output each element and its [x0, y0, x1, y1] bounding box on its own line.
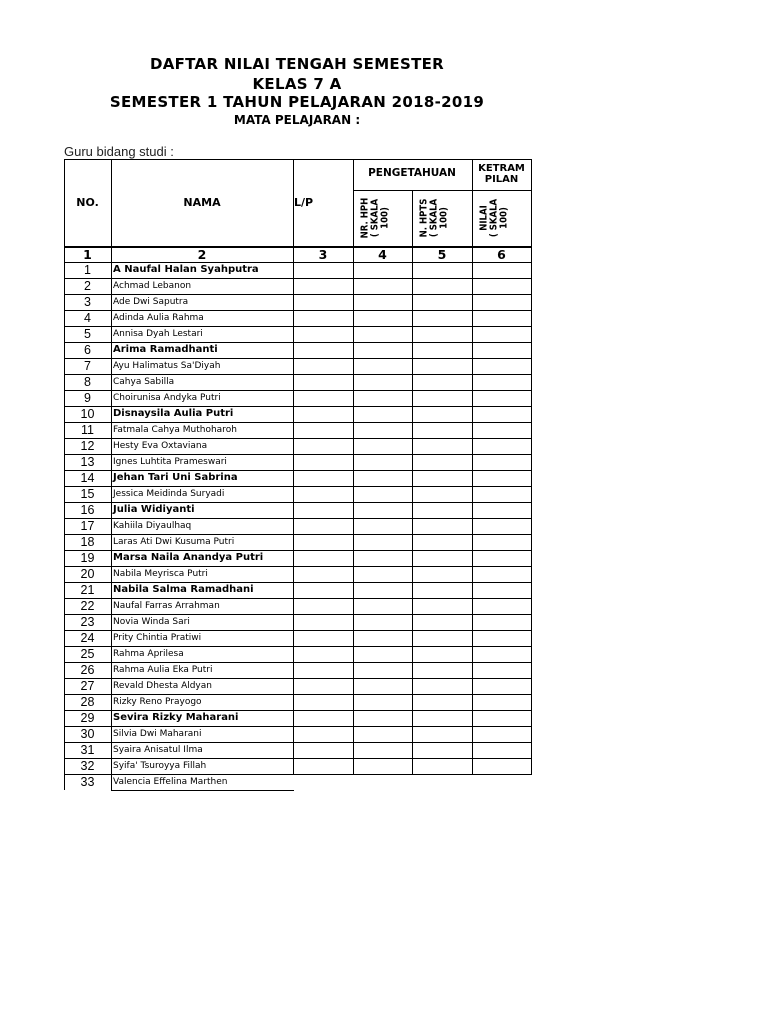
row-number: 11 — [81, 423, 94, 437]
row-number: 16 — [80, 503, 95, 517]
student-name: Novia Winda Sari — [113, 617, 190, 627]
student-name: Ignes Luhtita Prameswari — [113, 457, 227, 467]
table-rule — [412, 190, 413, 775]
student-name: Kahiila Diyaulhaq — [113, 521, 192, 531]
table-rule — [64, 742, 532, 743]
table-rule — [64, 726, 532, 727]
table-rule — [64, 159, 532, 160]
table-rule — [64, 646, 532, 647]
table-rule — [64, 470, 532, 471]
row-number: 2 — [84, 279, 91, 293]
row-number: 20 — [80, 567, 95, 581]
student-name: Silvia Dwi Maharani — [113, 729, 202, 739]
student-name: A Naufal Halan Syahputra — [113, 264, 259, 275]
row-number: 15 — [80, 487, 95, 501]
column-group-keterampilan: KETRAM PILAN — [478, 163, 525, 185]
student-name: Prity Chintia Pratiwi — [113, 633, 202, 643]
row-number: 23 — [80, 615, 95, 629]
row-number: 21 — [80, 583, 95, 597]
row-number: 4 — [84, 311, 91, 325]
table-rule — [64, 310, 532, 311]
table-rule — [64, 662, 532, 663]
row-number: 18 — [80, 535, 95, 549]
class-title: KELAS 7 A — [252, 75, 342, 93]
row-number: 10 — [80, 407, 95, 421]
row-number: 3 — [84, 295, 91, 309]
row-number: 13 — [80, 455, 95, 469]
row-number: 17 — [80, 519, 95, 533]
student-name: Ayu Halimatus Sa'Diyah — [113, 361, 221, 371]
column-header-no: NO. — [76, 196, 99, 209]
row-number: 6 — [84, 343, 91, 357]
student-name: Jessica Meidinda Suryadi — [113, 489, 225, 499]
student-name: Cahya Sabilla — [113, 377, 175, 387]
subject-label: MATA PELAJARAN : — [233, 113, 361, 127]
student-name: Ade Dwi Saputra — [113, 297, 189, 307]
table-rule — [64, 614, 532, 615]
row-number: 1 — [84, 263, 91, 277]
student-name: Arima Ramadhanti — [113, 344, 218, 355]
student-name: Laras Ati Dwi Kusuma Putri — [113, 537, 235, 547]
table-rule — [64, 390, 532, 391]
row-number: 9 — [84, 391, 91, 405]
student-name: Disnaysila Aulia Putri — [113, 408, 234, 419]
student-name: Annisa Dyah Lestari — [113, 329, 203, 339]
student-name: Rahma Aulia Eka Putri — [113, 665, 213, 675]
row-number: 24 — [80, 631, 95, 645]
column-header-n-hpts: N. HPTS ( SKALA 100) — [418, 198, 450, 238]
column-number-5: 5 — [437, 247, 447, 262]
student-name: Nabila Salma Ramadhani — [113, 584, 254, 595]
table-rule — [64, 406, 532, 407]
student-name: Sevira Rizky Maharani — [113, 712, 239, 723]
row-number: 27 — [80, 679, 95, 693]
table-rule — [64, 758, 532, 759]
student-name: Marsa Naila Anandya Putri — [113, 552, 264, 563]
table-rule — [64, 774, 532, 775]
student-name: Nabila Meyrisca Putri — [113, 569, 208, 579]
table-rule — [64, 582, 532, 583]
student-name: Choirunisa Andyka Putri — [113, 393, 221, 403]
table-rule — [64, 278, 532, 279]
row-number: 32 — [80, 759, 95, 773]
document-title: DAFTAR NILAI TENGAH SEMESTER — [149, 55, 445, 73]
column-number-4: 4 — [378, 247, 387, 262]
student-name: Revald Dhesta Aldyan — [113, 681, 212, 691]
table-rule — [64, 502, 532, 503]
row-number: 31 — [80, 743, 95, 757]
table-rule — [531, 159, 532, 775]
row-number: 26 — [80, 663, 95, 677]
column-header-nr-hph: NR. HPH ( SKALA 100) — [359, 197, 391, 239]
column-header-lp: L/P — [294, 196, 314, 209]
student-name: Adinda Aulia Rahma — [113, 313, 204, 323]
student-name: Rizky Reno Prayogo — [113, 697, 202, 707]
column-number-2: 2 — [197, 247, 207, 262]
column-group-pengetahuan: PENGETAHUAN — [368, 167, 456, 179]
table-rule — [64, 486, 532, 487]
row-number: 29 — [80, 711, 95, 725]
student-name: Rahma Aprilesa — [113, 649, 184, 659]
student-name: Jehan Tari Uni Sabrina — [113, 472, 238, 483]
table-rule — [64, 678, 532, 679]
row-number: 5 — [84, 327, 91, 341]
row-number: 12 — [80, 439, 95, 453]
student-name: Achmad Lebanon — [113, 281, 192, 291]
table-rule — [64, 598, 532, 599]
table-rule — [64, 550, 532, 551]
column-number-6: 6 — [497, 247, 506, 262]
student-name: Julia Widiyanti — [113, 504, 195, 515]
table-rule — [64, 518, 532, 519]
teacher-label: Guru bidang studi : — [64, 144, 174, 159]
row-number: 22 — [80, 599, 95, 613]
table-rule — [64, 326, 532, 327]
table-rule — [64, 374, 532, 375]
table-rule — [64, 262, 532, 263]
semester-title: SEMESTER 1 TAHUN PELAJARAN 2018-2019 — [109, 93, 485, 111]
student-name: Fatmala Cahya Muthoharoh — [113, 425, 237, 435]
table-rule — [64, 438, 532, 439]
table-rule — [64, 358, 532, 359]
student-name: Hesty Eva Oxtaviana — [113, 441, 208, 451]
row-number: 25 — [80, 647, 95, 661]
student-name: Syifa' Tsuroyya Fillah — [113, 761, 207, 771]
table-rule — [64, 566, 532, 567]
column-number-1: 1 — [83, 247, 92, 262]
row-number: 33 — [80, 775, 95, 789]
column-number-3: 3 — [318, 247, 328, 262]
table-rule — [64, 630, 532, 631]
row-number: 19 — [80, 551, 95, 565]
column-header-nilai: NILAI ( SKALA 100) — [478, 198, 510, 238]
table-rule — [64, 422, 532, 423]
student-name: Naufal Farras Arrahman — [113, 601, 220, 611]
student-name: Syaira Anisatul Ilma — [113, 745, 203, 755]
table-rule — [64, 710, 532, 711]
table-rule — [64, 534, 532, 535]
table-rule — [64, 694, 532, 695]
column-header-nama: NAMA — [183, 196, 221, 209]
table-rule — [64, 342, 532, 343]
row-number: 14 — [80, 471, 95, 485]
table-rule — [64, 454, 532, 455]
row-number: 28 — [80, 695, 95, 709]
row-number: 30 — [80, 727, 95, 741]
table-rule — [64, 294, 532, 295]
student-name: Valencia Effelina Marthen — [113, 777, 228, 787]
row-number: 8 — [84, 375, 91, 389]
table-rule — [111, 790, 294, 791]
row-number: 7 — [84, 359, 91, 373]
